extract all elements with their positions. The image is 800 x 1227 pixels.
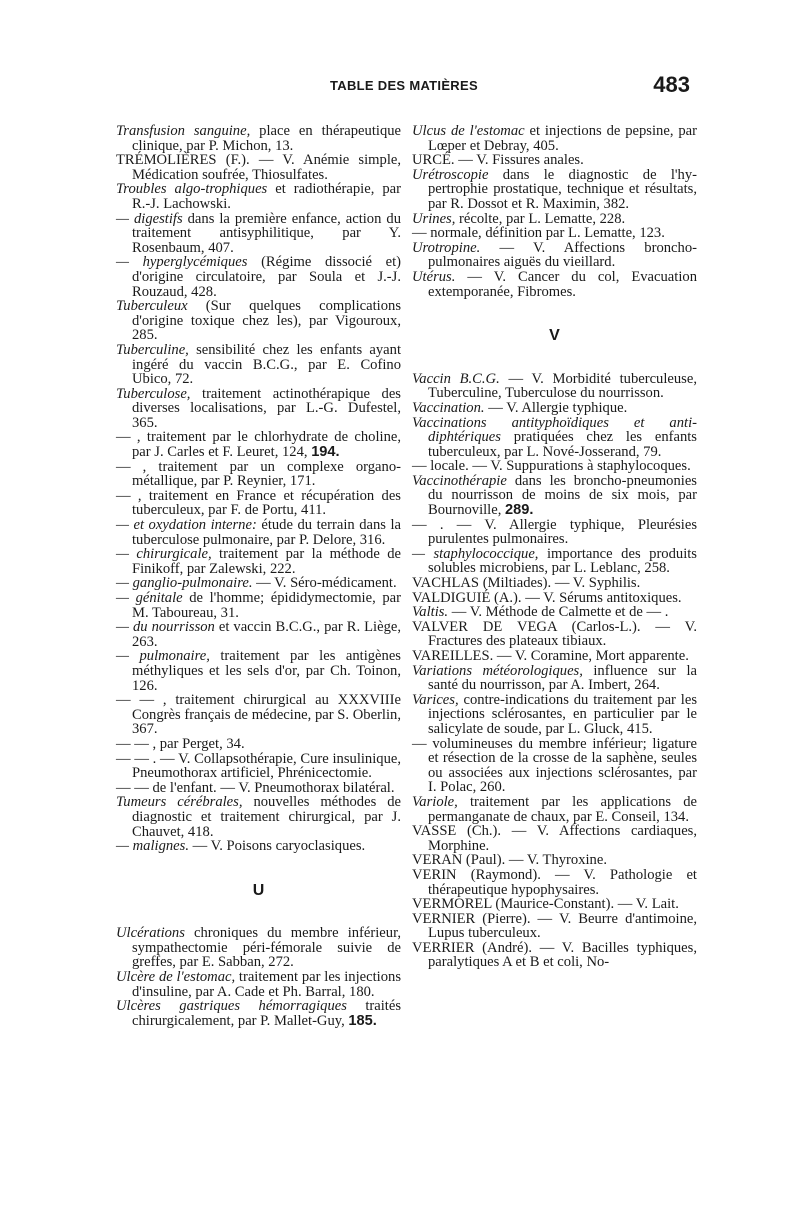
entry-text: (Sur quelques complications d'origine toxique chez les), par Vigouroux, 285. [132,298,401,344]
entry-text: — , traitement par un complexe organométallique, par P. Reynier, 171. [116,458,401,490]
entry-text: importance des produits solubles microbiens, par L. Leblanc, 258. [428,545,697,577]
entry-term: Ulcère de l'estomac, [116,969,236,986]
index-entry [116,737,401,752]
entry-term: Urines, [412,210,456,227]
entry-term: Utérus. [412,268,456,285]
index-entry [116,430,401,459]
index-entry [116,693,401,737]
entry-text: dans la première enfance, action du traitement antisyphilitique, par Y. Rosenbaum, 407. [132,210,401,256]
entry-text: — — , traitement chirurgical au XXXVIIIe Congrès français de médecine, par S. Oberlin, 367. [116,692,401,738]
index-entry [116,460,401,489]
index-entry [116,649,401,693]
entry-text: VALDIGUIÉ (A.). — V. Sérums antitoxiques. [412,589,682,606]
index-entry [116,781,401,796]
entry-text: — V. Méthode de Calmette et de — . [448,604,669,621]
entry-text: — — de l'enfant. — V. Pneumothorax bilatéral. [116,779,395,796]
entry-text: — V. Morbidité tuberculeuse, Tuberculine, Tuberculose du nourrisson. [428,370,697,402]
entry-term: Tumeurs cérébrales, [116,794,243,811]
index-entry [116,489,401,518]
entry-term: Vaccinations antityphoïdiques et antidiphtériques [412,414,697,446]
index-entry [116,999,401,1028]
index-entry [116,124,401,153]
index-entry [412,518,697,547]
entry-text: influence sur la santé du nourrisson, par A. Imbert, 264. [428,662,697,694]
entry-text: et vaccin B.C.G., par R. Liège, 263. [132,619,401,650]
entry-text: chroniques du membre inférieur, sympathectomie péri-fémorale suivie de greffes, par E. Sabban, 272. [132,925,401,971]
entry-text: — . — V. Allergie typhique, Pleurésies purulentes pulmonaires. [412,516,697,548]
entry-text: traitement par les applications de permanganate de chaux, par E. Conseil, 134. [428,793,697,825]
entry-term: Ulcus de l'estomac [412,123,525,139]
entry-term: Tuberculose, [116,385,191,402]
entry-text: — V. Séro-médicament. [252,575,397,592]
index-entry [412,459,697,474]
entry-text: — V. Affections bronchopulmonaires aiguës du vieillard. [428,239,697,271]
entry-term: Troubles algo-trophiques [116,181,268,198]
index-entry [116,518,401,547]
index-entry [116,299,401,343]
entry-text: — , traitement par le chlorhydrate de choline, par J. Carles et F. Leuret, 124, [116,429,401,461]
right-column [412,124,697,970]
entry-text: et radiothérapie, par R.-J. Lachowski. [132,181,401,212]
entry-text: sensibilité chez les enfants ayant ingéré du vaccin B.C.G., par E. Cofino Ubico, 72. [132,341,401,388]
entry-text: dans le diagnostic de l'hypertrophie prostatique, technique et résultats, par R. Dossot et R. Maximin, 382. [428,166,697,212]
entry-text: nouvelles méthodes de diagnostic et traitement chirurgical, par J. Chauvet, 418. [132,794,401,840]
entry-text: pratiquées chez les enfants tuberculeux, par L. Nové-Josserand, 79. [428,429,697,460]
entry-term: — et oxydation interne: [116,517,257,534]
index-entry [412,212,697,227]
entry-term: Vaccinothérapie [412,472,507,489]
index-entry [116,752,401,781]
index-entry [412,416,697,460]
entry-text: contre-indications du traitement par les injections sclérosantes, en particulier par le salicylate de soude, par L. Gluck, 415. [428,691,697,737]
index-entry [412,270,697,299]
index-entry [412,897,697,912]
entry-text: VERNIER (Pierre). — V. Beurre d'antimoine, Lupus tuberculeux. [412,910,697,942]
entry-term: Tuberculine, [116,341,189,358]
entry-text: de l'homme; épididymectomie, par M. Taboureau, 31. [132,590,401,621]
entry-text: VAREILLES. — V. Coramine, Mort apparente. [412,648,689,664]
entry-term: — pulmonaire, [116,648,210,665]
index-entry [412,241,697,270]
entry-term: — génitale [116,590,183,606]
entry-term: Vaccination. [412,399,485,416]
entry-term: Valtis. [412,604,449,621]
entry-term: — du nourrisson [116,619,215,636]
entry-text: URCÉ. — V. Fissures anales. [412,152,584,169]
entry-term: — malignes. [116,838,189,855]
index-entry [116,212,401,256]
index-entry [412,868,697,897]
index-entry [412,401,697,416]
entry-text: VERAN (Paul). — V. Thyroxine. [412,852,607,869]
index-entry [412,824,697,853]
index-entry [412,737,697,795]
entry-text: étude du terrain dans la tuberculose pulmonaire, par P. Delore, 316. [132,517,401,548]
index-entry [412,153,697,168]
index-entry [412,591,697,606]
index-entry [412,941,697,970]
index-entry [116,182,401,211]
section-letter: U [252,881,265,899]
entry-term: — ganglio-pulmonaire. [116,575,253,592]
entry-text: récolte, par L. Lematte, 228. [455,210,626,227]
entry-text: place en thérapeutique clinique, par P. Michon, 13. [132,123,402,154]
index-entry [412,576,697,591]
entry-text: VERRIER (André). — V. Bacilles typhiques, paralytiques A et B et coli, No- [412,939,697,971]
entry-text: VALVER DE VEGA (Carlos-L.). — V. Fractures des plateaux tibiaux. [412,618,697,650]
index-entry [412,226,697,241]
index-entry [116,795,401,839]
entry-term: Ulcérations [116,925,185,942]
index-entry [412,474,697,518]
index-entry [412,853,697,868]
entry-term: Variations météorologiques, [412,662,583,679]
entry-term: — staphylococcique, [412,545,539,562]
index-entry [116,153,401,182]
entry-text: — volumineuses du membre inférieur; ligature et résection de la crosse de la saphène, seules ou associées aux injections sclérosantes, par I. Polac, 260. [412,735,697,796]
entry-text: traités chirurgicalement, par P. Mallet-Guy, [132,998,401,1029]
index-entry [412,664,697,693]
entry-term: Varices, [412,691,459,708]
index-entry [116,387,401,431]
page-number: 483 [653,72,690,97]
entry-text: — — , par Perget, 34. [116,735,245,752]
index-entry [412,547,697,576]
entry-text: — V. Poisons caryoclasiques. [188,838,366,855]
entry-text: traitement par les antigènes méthyliques et les sels d'or, par Ch. Toinon, 126. [132,648,401,694]
entry-text: (Régime dissocié et) d'origine circulatoire, par Soula et J.-J. Rouzaud, 428. [132,254,401,300]
section-letter: V [549,327,560,345]
entry-text: et injections de pepsine, par Lœper et Debray, 405. [428,123,697,154]
entry-text: traitement par la méthode de Finikoff, par Zalewski, 222. [132,546,402,577]
index-entry [412,124,697,153]
index-entry [116,255,401,299]
index-entry [412,693,697,737]
running-title: TABLE DES MATIÈRES [330,78,478,93]
entry-text: — locale. — V. Suppurations à staphylocoques. [412,458,691,475]
index-entry [116,839,401,854]
entry-text: dans les broncho-pneumonies du nourrisson de moins de six mois, par Bournoville, [428,472,697,519]
index-entry [116,620,401,649]
entry-text: — — . — V. Collapsothérapie, Cure insulinique, Pneumothorax artificiel, Phrénicectomie. [116,750,401,782]
entry-term: Urétroscopie [412,166,489,183]
entry-text: VERIN (Raymond). — V. Pathologie et thérapeutique hypophysaires. [412,866,697,898]
page-header [0,72,800,100]
entry-term: Transfusion sanguine, [116,123,251,139]
entry-text: VERMOREL (Maurice-Constant). — V. Lait. [412,896,679,913]
entry-page-bold: 289. [505,502,534,519]
entry-text: — , traitement en France et récupération des tuberculeux, par F. de Portu, 411. [116,487,401,519]
entry-text: TRÉMOLIÈRES (F.). — V. Anémie simple, Médication soufrée, Thiosulfates. [116,152,401,183]
entry-text: — V. Cancer du col, Evacuation extemporanée, Fibromes. [428,268,697,300]
index-entry [412,372,697,401]
entry-text: traitement actinothérapique des diverses localisations, par L.-G. Dufestel, 365. [132,385,401,431]
index-entry [116,576,401,591]
index-entry [412,795,697,824]
index-entry [116,926,401,970]
entry-text: traitement par les injections d'insuline, par A. Cade et Ph. Barral, 180. [132,969,401,1000]
entry-term: — hyperglycémiques [116,254,248,271]
index-entry [116,591,401,620]
entry-term: — digestifs [116,210,183,227]
index-entry [116,343,401,387]
index-entry [116,547,401,576]
entry-term: Urotropine. [412,239,481,256]
entry-term: Ulcères gastriques hémorragiques [116,998,347,1015]
entry-term: Variole, [412,793,458,810]
index-entry [412,620,697,649]
entry-term: Vaccin B.C.G. [412,370,500,387]
index-entry [412,912,697,941]
entry-page-bold: 185. [348,1012,377,1029]
index-entry [412,168,697,212]
index-entry [116,970,401,999]
index-entry [412,649,697,664]
entry-page-bold: 194. [311,444,340,461]
entry-text: VACHLAS (Miltiades). — V. Syphilis. [412,575,641,592]
entry-term: Tuberculeux [116,298,188,315]
entry-text: VASSE (Ch.). — V. Affections cardiaques, Morphine. [412,823,697,854]
entry-text: — V. Allergie typhique. [484,399,628,416]
index-entry [412,605,697,620]
left-column [116,124,401,1028]
entry-term: — chirurgicale, [116,546,212,563]
entry-text: — normale, définition par L. Lematte, 123. [412,225,665,242]
